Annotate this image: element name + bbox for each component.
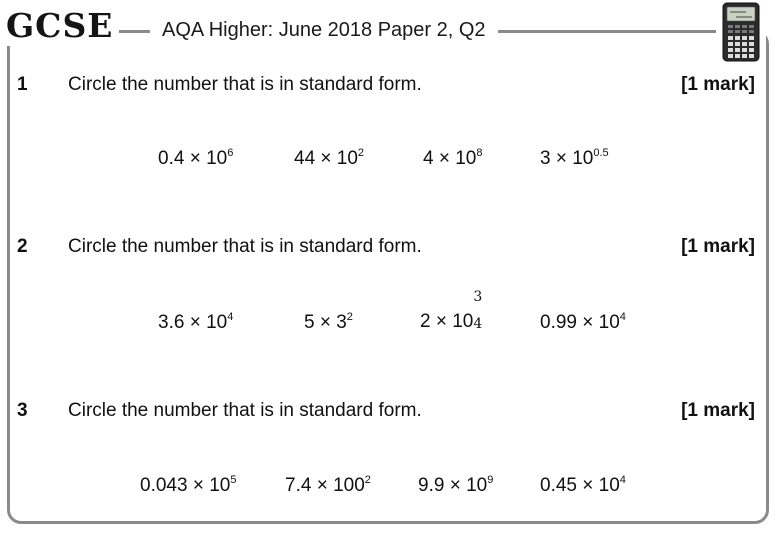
q1-option-1[interactable]: $0.4 \times 10^6$ <box>158 147 234 169</box>
gcse-logo: GCSE <box>6 6 119 46</box>
q2-option-3[interactable]: 2 × 10 3 4 <box>420 311 485 333</box>
q3-option-2[interactable]: $7.4 \times 100^2$ <box>285 474 371 496</box>
calculator-icon <box>716 2 766 62</box>
q2-option-1[interactable]: $3.6 \times 10^4$ <box>158 311 234 333</box>
page-title: AQA Higher: June 2018 Paper 2, Q2 <box>150 14 498 46</box>
question-1-text: Circle the number that is in standard form. <box>68 74 422 95</box>
q3-option-4[interactable]: $0.45 \times 10^4$ <box>540 474 626 496</box>
question-2-number: 2 <box>17 236 28 257</box>
q1-option-3[interactable]: $4 \times 10^8$ <box>423 147 483 169</box>
q3-option-3[interactable]: $9.9 \times 10^9$ <box>418 474 494 496</box>
question-1-number: 1 <box>17 74 28 95</box>
q2-option-2[interactable]: $5 \times 3^2$ <box>304 311 353 333</box>
fraction-exponent: 3 4 <box>473 289 483 332</box>
question-2-marks: [1 mark] <box>681 236 755 257</box>
q1-option-4[interactable]: $3 \times 10^{0.5}$ <box>540 147 609 169</box>
question-frame <box>7 30 769 524</box>
question-3-marks: [1 mark] <box>681 400 755 421</box>
q2-option-4[interactable]: $0.99 \times 10^4$ <box>540 311 626 333</box>
question-1-marks: [1 mark] <box>681 74 755 95</box>
q1-option-2[interactable]: $44 \times 10^2$ <box>294 147 365 169</box>
q3-option-1[interactable]: $0.043 \times 10^5$ <box>140 474 237 496</box>
question-2-text: Circle the number that is in standard form. <box>68 236 422 257</box>
question-3-text: Circle the number that is in standard form. <box>68 400 422 421</box>
question-3-number: 3 <box>17 400 28 421</box>
